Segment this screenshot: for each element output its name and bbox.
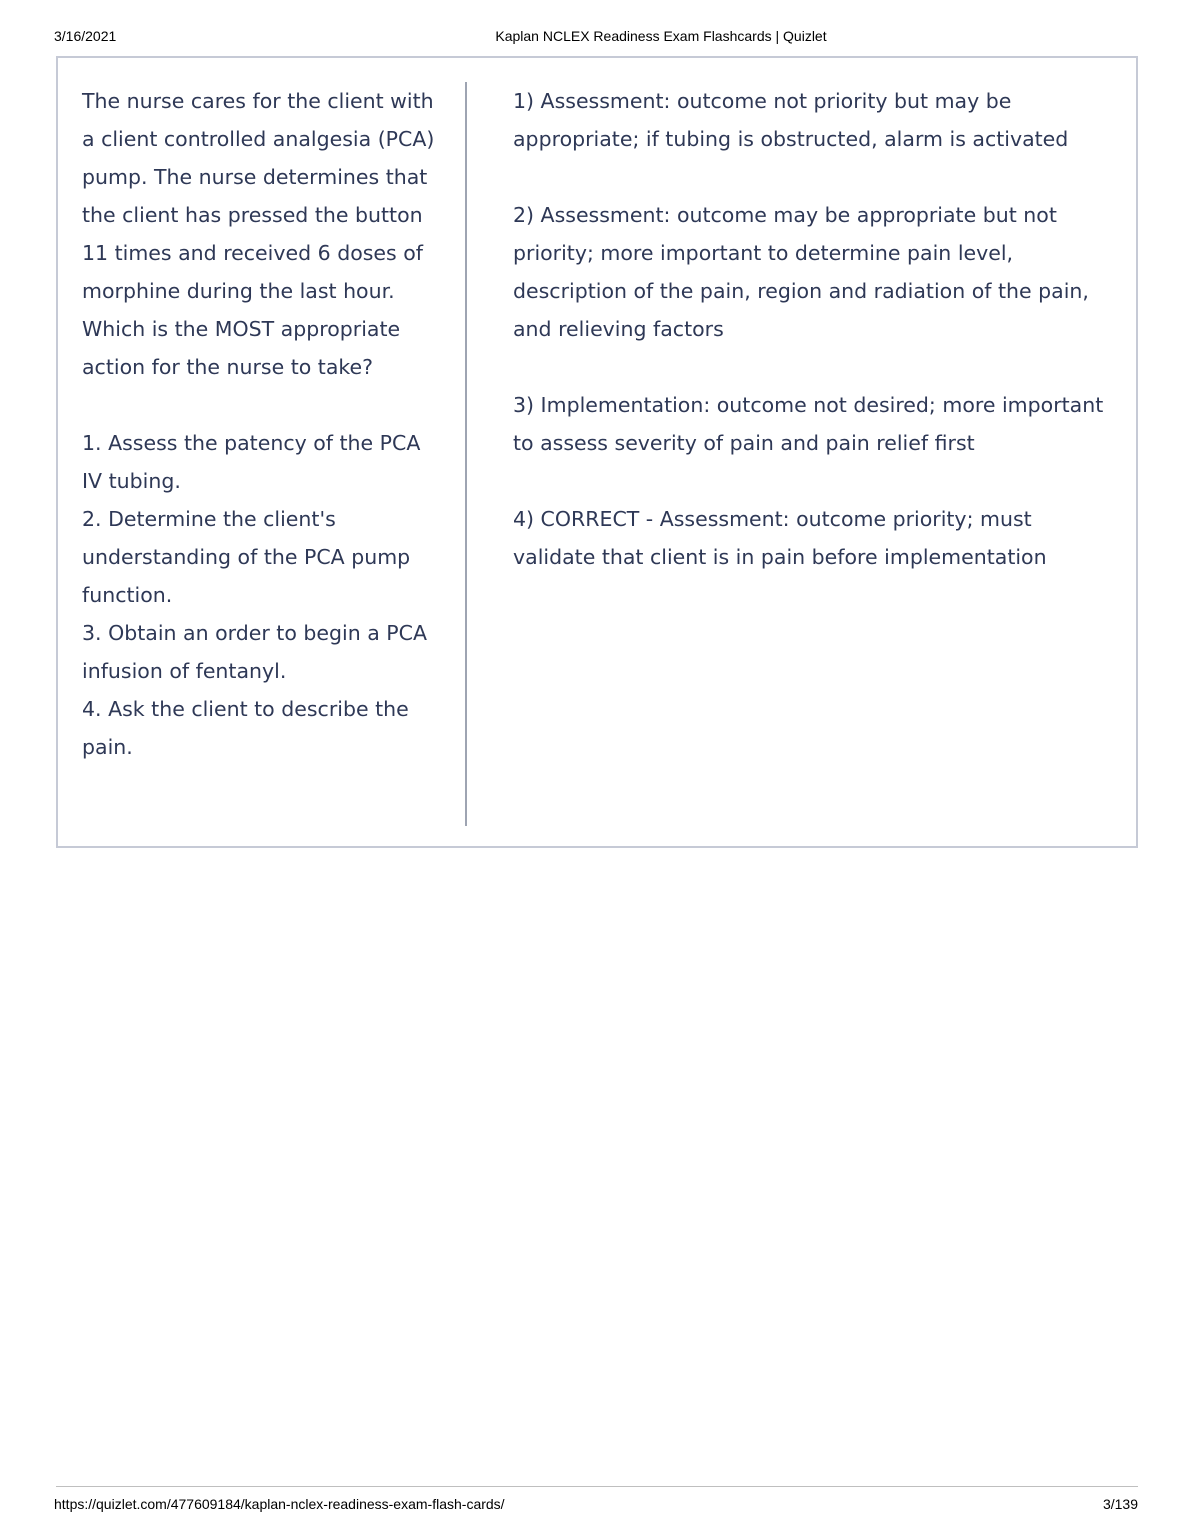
print-date: 3/16/2021 (54, 28, 117, 44)
flashcard-term: The nurse cares for the client with a client controlled analgesia (PCA) pump. The nurse determines that the client has pressed the button 11 times and received 6 doses of morphine during the last hour. Which is the MOST appropriate action for the nurse to take? 1. Assess the patency of the PCA IV tubing. 2. Determine the client's understanding of the PCA pump function. 3. Obtain an order to begin a PCA infusion of fentanyl. 4. Ask the client to describe the pain. (82, 89, 435, 759)
flashcard-definition: 1) Assessment: outcome not priority but may be appropriate; if tubing is obstructed, alarm is activated 2) Assessment: outcome may be appropriate but not priority; more important to determine pain level, description of the pain, region and radiation of the pain, and relieving factors 3) Implementation: outcome not desired; more important to assess severity of pain and pain relief first 4) CORRECT - Assessment: outcome priority; must validate that client is in pain before implementation (513, 89, 1104, 569)
page-number: 3/139 (1102, 1496, 1138, 1512)
print-header (0, 28, 1190, 48)
page-title: Kaplan NCLEX Readiness Exam Flashcards | Quizlet (495, 28, 827, 44)
print-footer (56, 1486, 1138, 1517)
flashcard (56, 56, 1138, 848)
page-url[interactable]: https://quizlet.com/477609184/kaplan-nclex-readiness-exam-flash-cards/ (54, 1496, 505, 1512)
card-divider (465, 82, 467, 826)
